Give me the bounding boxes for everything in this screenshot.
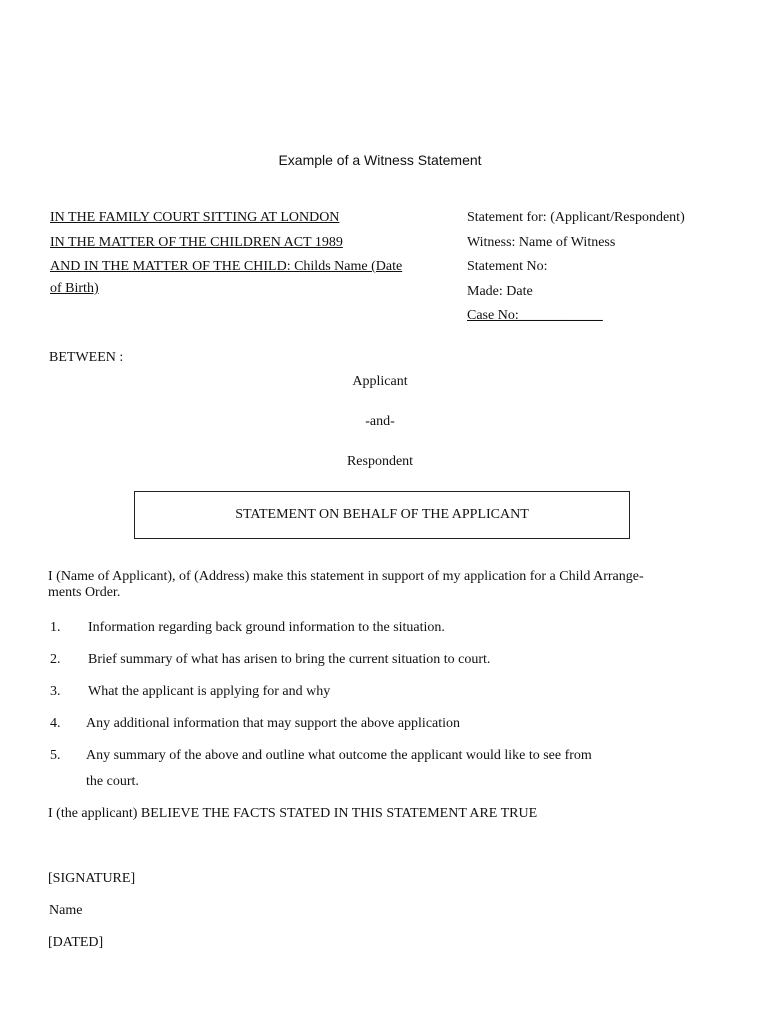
intro-line-1: I (Name of Applicant), of (Address) make this statement in support of my application for a Child Arrange- bbox=[48, 569, 644, 584]
statement-heading: STATEMENT ON BEHALF OF THE APPLICANT bbox=[235, 507, 529, 522]
item-4-number: 4. bbox=[50, 716, 61, 731]
statement-heading-box bbox=[134, 491, 630, 539]
applicant-label: Applicant bbox=[352, 374, 408, 389]
item-3-text: What the applicant is applying for and why bbox=[88, 684, 331, 699]
and-label: -and- bbox=[365, 414, 395, 429]
made-date: Made: Date bbox=[467, 284, 533, 299]
court-line-3: AND IN THE MATTER OF THE CHILD: Childs Name (Date bbox=[50, 259, 403, 274]
name-placeholder: Name bbox=[49, 903, 83, 918]
case-number-blank: ____________ bbox=[518, 308, 603, 323]
belief-statement: I (the applicant) BELIEVE THE FACTS STATED IN THIS STATEMENT ARE TRUE bbox=[48, 806, 538, 821]
item-4-text: Any additional information that may support the above application bbox=[86, 716, 461, 731]
intro-line-2: ments Order. bbox=[48, 585, 121, 600]
dated-placeholder: [DATED] bbox=[48, 935, 104, 950]
item-5-number: 5. bbox=[50, 748, 61, 763]
statement-number: Statement No: bbox=[467, 259, 548, 274]
signature-placeholder: [SIGNATURE] bbox=[48, 871, 136, 886]
between-label: BETWEEN : bbox=[49, 350, 124, 365]
court-line-1: IN THE FAMILY COURT SITTING AT LONDON bbox=[50, 210, 340, 225]
item-2-text: Brief summary of what has arisen to bring the current situation to court. bbox=[88, 652, 491, 667]
court-line-2: IN THE MATTER OF THE CHILDREN ACT 1989 bbox=[50, 235, 343, 250]
item-5-continuation: the court. bbox=[86, 774, 139, 789]
document-title: Example of a Witness Statement bbox=[278, 152, 482, 168]
respondent-label: Respondent bbox=[346, 454, 414, 469]
case-number-label: Case No: bbox=[467, 308, 519, 323]
item-1-text: Information regarding back ground information to the situation. bbox=[88, 620, 445, 635]
witness-name: Witness: Name of Witness bbox=[467, 235, 616, 250]
case-number bbox=[467, 308, 603, 324]
item-5-text: Any summary of the above and outline what outcome the applicant would like to see from bbox=[86, 748, 592, 763]
statement-for: Statement for: (Applicant/Respondent) bbox=[467, 210, 685, 225]
court-line-4: of Birth) bbox=[50, 281, 99, 296]
item-3-number: 3. bbox=[50, 684, 61, 699]
item-2-number: 2. bbox=[50, 652, 61, 667]
item-1-number: 1. bbox=[50, 620, 61, 635]
